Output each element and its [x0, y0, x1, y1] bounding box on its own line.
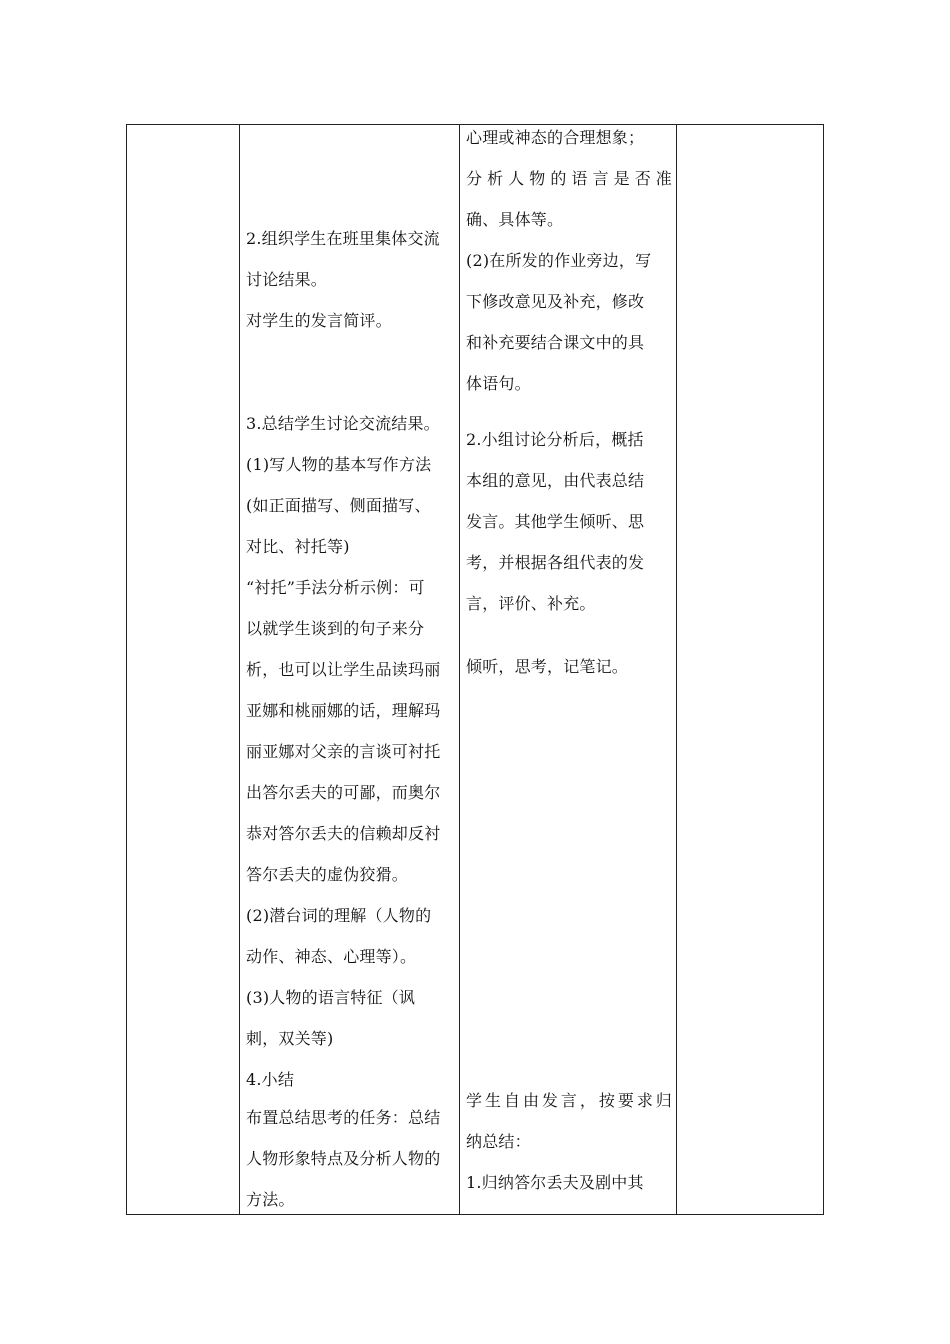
- table-border-col-5: [823, 124, 824, 1215]
- paragraph-line: 纳总结：: [466, 1132, 531, 1151]
- paragraph-line: 心理或神态的合理想象；: [466, 128, 645, 147]
- paragraph-line: 下修改意见及补充，修改: [466, 292, 645, 311]
- paragraph-line: 亚娜和桃丽娜的话，理解玛: [246, 701, 441, 720]
- paragraph-line: 恭对答尔丢夫的信赖却反衬: [246, 824, 441, 843]
- paragraph-line: 动作、神态、心理等）。: [246, 947, 417, 966]
- paragraph-line: 和补充要结合课文中的具: [466, 333, 645, 352]
- paragraph-line: 讨论结果。: [246, 270, 328, 289]
- paragraph-line: 析，也可以让学生品读玛丽: [246, 660, 441, 679]
- paragraph-line: (如正面描写、侧面描写、: [246, 496, 431, 515]
- student-activity-2: [466, 419, 672, 624]
- paragraph-line: 2.小组讨论分析后，概括: [466, 430, 644, 449]
- student-activity-1: [466, 117, 672, 404]
- paragraph-line: 答尔丢夫的虚伪狡猾。: [246, 865, 409, 884]
- table-border-col-4: [676, 124, 677, 1215]
- paragraph-line: 对比、衬托等): [246, 537, 350, 556]
- paragraph-line: 言，评价、补充。: [466, 594, 596, 613]
- table-border-col-2: [239, 124, 240, 1215]
- student-activity-3: [466, 646, 672, 687]
- paragraph-line: 4.小结: [246, 1070, 295, 1089]
- paragraph-line: 布置总结思考的任务：总结: [246, 1108, 441, 1127]
- student-activity-4: [466, 1080, 672, 1203]
- paragraph-line: 3.总结学生讨论交流结果。: [246, 414, 440, 433]
- paragraph-line: (2)潜台词的理解（人物的: [246, 906, 432, 925]
- table-border-col-3: [459, 124, 460, 1215]
- paragraph-line: 考，并根据各组代表的发: [466, 553, 645, 572]
- paragraph-line: 1.归纳答尔丢夫及剧中其: [466, 1173, 644, 1192]
- paragraph-line: 体语句。: [466, 374, 531, 393]
- table-border-col-1: [126, 124, 127, 1215]
- teacher-activity-3: [246, 403, 454, 1059]
- paragraph-line: 方法。: [246, 1190, 295, 1209]
- paragraph-line: 分析人物的语言是否准: [466, 169, 672, 188]
- paragraph-line: 人物形象特点及分析人物的: [246, 1149, 441, 1168]
- paragraph-line: 本组的意见，由代表总结: [466, 471, 645, 490]
- paragraph-line: (3)人物的语言特征（讽: [246, 988, 416, 1007]
- paragraph-line: 以就学生谈到的句子来分: [246, 619, 425, 638]
- teacher-activity-4: [246, 1063, 454, 1220]
- paragraph-line: 出答尔丢夫的可鄙，而奥尔: [246, 783, 441, 802]
- paragraph-line: 发言。其他学生倾听、思: [466, 512, 645, 531]
- table-bottom-border: [126, 1214, 824, 1215]
- paragraph-line: 丽亚娜对父亲的言谈可衬托: [246, 742, 441, 761]
- paragraph-line: 倾听，思考，记笔记。: [466, 657, 629, 676]
- paragraph-line: 对学生的发言简评。: [246, 311, 392, 330]
- paragraph-line: (1)写人物的基本写作方法: [246, 455, 432, 474]
- paragraph-line: 2.组织学生在班里集体交流: [246, 229, 440, 248]
- paragraph-line: 学生自由发言，按要求归: [466, 1091, 672, 1110]
- teacher-activity-2: [246, 218, 454, 341]
- paragraph-line: (2)在所发的作业旁边，写: [466, 251, 652, 270]
- paragraph-line: 确、具体等。: [466, 210, 564, 229]
- paragraph-line: 刺，双关等): [246, 1029, 334, 1048]
- paragraph-line: “衬托”手法分析示例：可: [246, 578, 425, 597]
